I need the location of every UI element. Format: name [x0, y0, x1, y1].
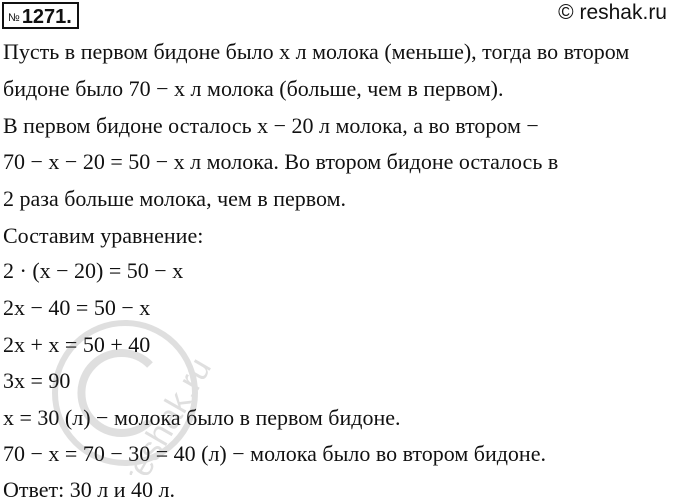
equation-line-1: 2 · (x − 20) = 50 − x: [3, 258, 184, 283]
watermark-text: reshak.ru: [115, 351, 219, 475]
number-sign: №: [8, 12, 20, 24]
result-line-1: x = 30 (л) − молока было в первом бидоне.: [3, 405, 401, 430]
text-line-2: бидоне было 70 − x л молока (больше, чем в первом).: [3, 76, 504, 101]
equation-line-2: 2x − 40 = 50 − x: [3, 295, 151, 320]
text-line-4: 70 − x − 20 = 50 − x л молока. Во втором бидоне осталось в: [3, 149, 559, 174]
site-copyright: © reshak.ru: [558, 1, 667, 24]
problem-number: 1271.: [21, 6, 72, 28]
equation-line-3: 2x + x = 50 + 40: [3, 332, 151, 357]
answer-line: Ответ: 30 л и 40 л.: [3, 477, 175, 502]
text-line-3: В первом бидоне осталось x − 20 л молока, а во втором −: [3, 113, 539, 138]
text-line-5: 2 раза больше молока, чем в первом.: [3, 186, 346, 211]
problem-number-box: [2, 2, 79, 29]
text-line-1: Пусть в первом бидоне было x л молока (меньше), тогда во втором: [3, 39, 630, 64]
equation-line-4: 3x = 90: [3, 368, 71, 393]
text-line-6: Составим уравнение:: [3, 223, 204, 248]
result-line-2: 70 − x = 70 − 30 = 40 (л) − молока было во втором бидоне.: [3, 441, 546, 466]
